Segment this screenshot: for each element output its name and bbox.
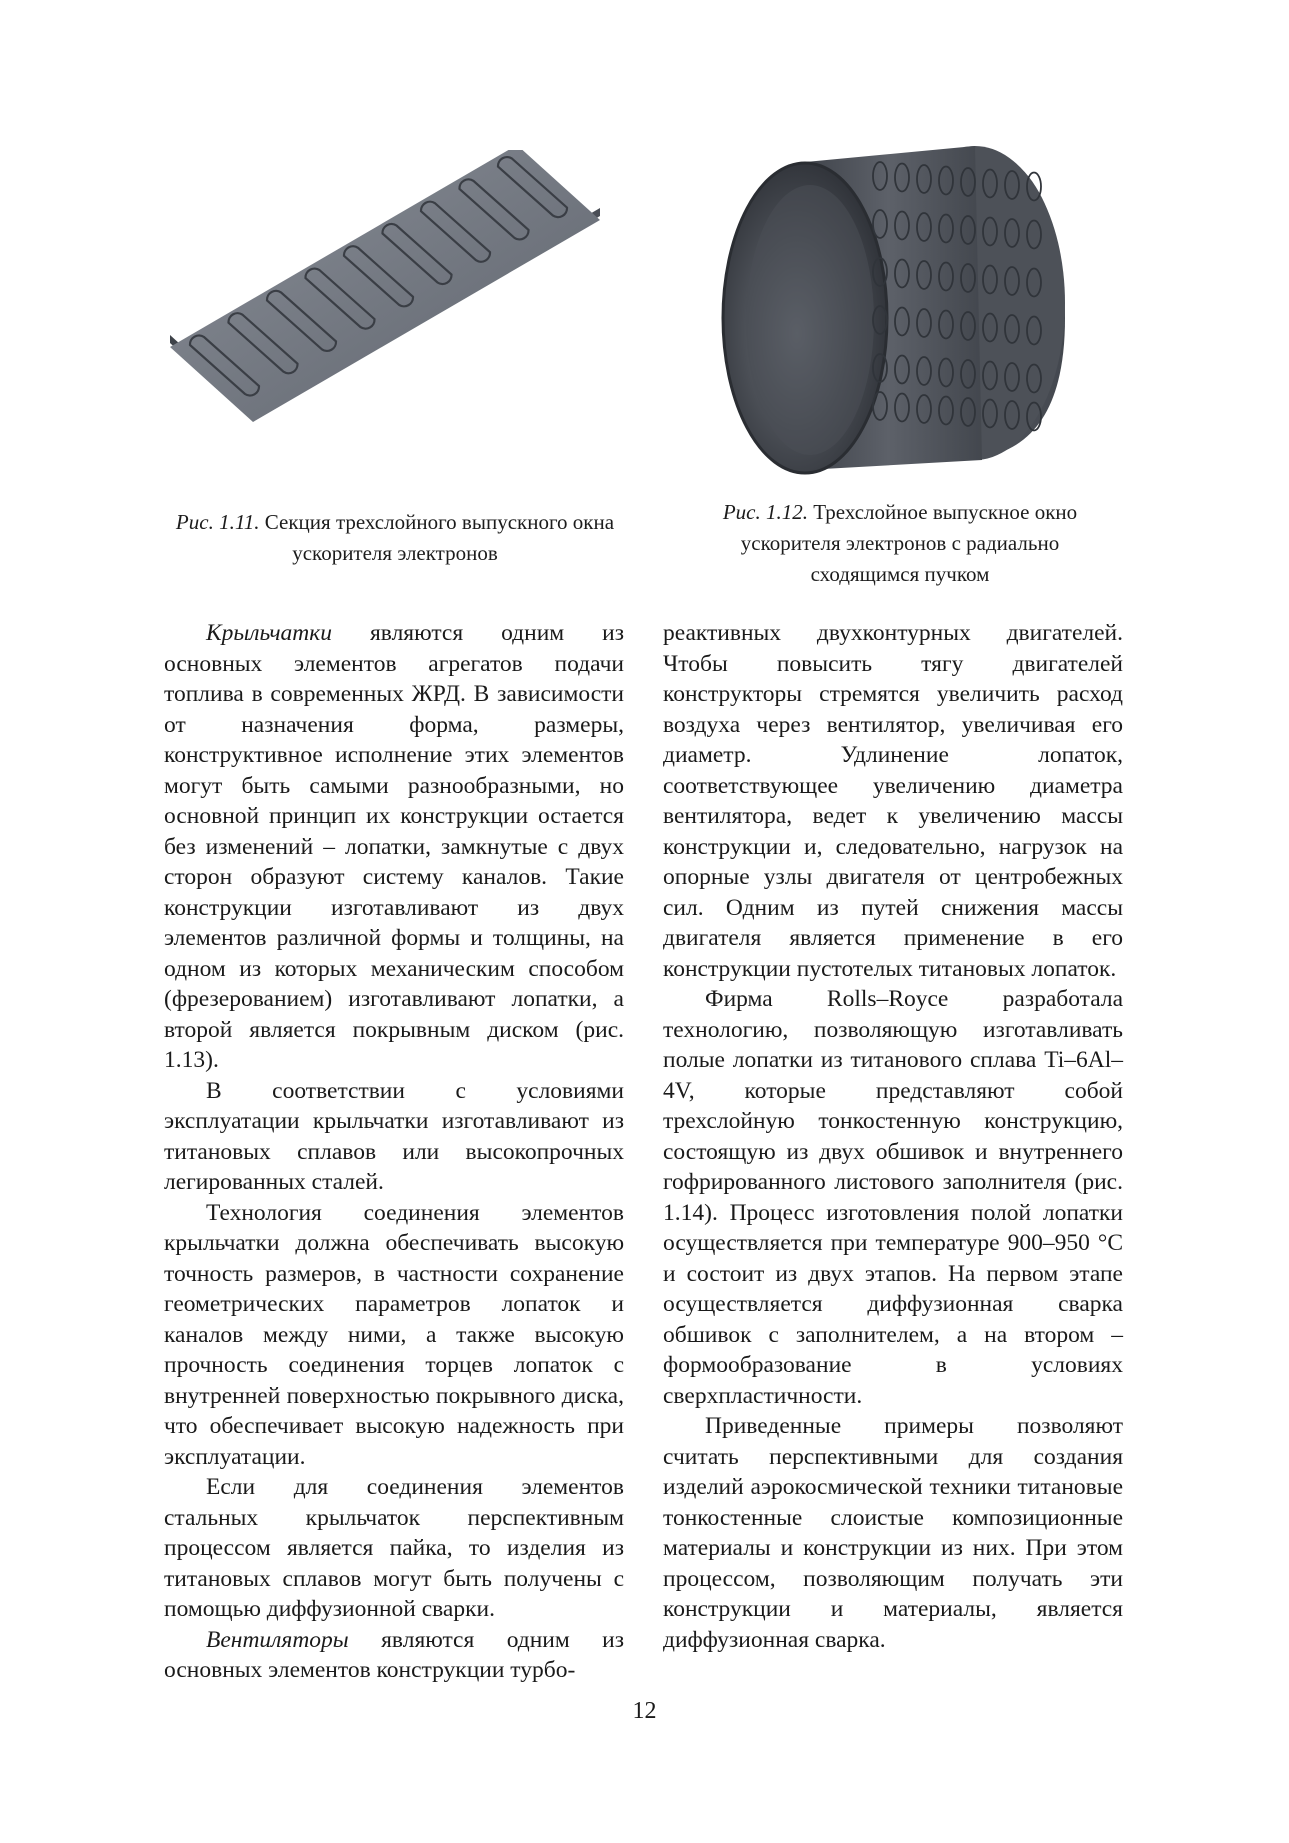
figure-1-12-caption xyxy=(690,497,1110,590)
paragraph-rolls-royce xyxy=(663,984,1123,1411)
paragraph-impeller-technology xyxy=(164,1198,624,1473)
paragraph-impellers xyxy=(164,618,624,1076)
paragraph-impeller-materials xyxy=(164,1076,624,1198)
page-number: 12 xyxy=(632,1698,657,1724)
paragraph-text: Фирма Rolls–Royce разработала технологию, позволяющую изготавливать полые лопатки из титанового сплава Ti–6Al–4V, которые представляют собой трехслойную тонкостенную конструкцию, состоящую из двух обшивок и внутреннего гофрированного листового заполнителя (рис. 1.14). Процесс изготовления полой лопатки осуществляется при температуре 900–950 °С и состоит из двух этапов. На первом этапе осуществляется диффузионная сварка обшивок с заполнителем, а на втором – формообразование в условиях сверхпластичности. xyxy=(663,986,1123,1409)
right-column xyxy=(663,618,1123,1655)
paragraph-text: В соответствии с условиями эксплуатации крыльчатки изготавливают из титановых сплавов или высокопрочных легированных сталей. xyxy=(164,1077,624,1195)
figure-1-12-text: Трехслойное выпускное окно ускорителя электронов с радиально сходящимся пучком xyxy=(740,500,1078,586)
paragraph-text: Приведенные примеры позволяют считать перспективными для создания изделий аэрокосмической техники титановые тонкостенные слоистые композиционные материалы и конструкции из них. При этом процессом, позволяющим получать эти конструкции и материалы, является диффузионная сварка. xyxy=(663,1413,1123,1653)
figure-1-11-image xyxy=(160,150,630,425)
figure-1-12-label: Рис. 1.12. xyxy=(722,500,809,524)
figure-1-11-caption xyxy=(160,507,630,569)
paragraph-text: Технология соединения элементов крыльчатки должна обеспечивать высокую точность размеров, в частности сохранение геометрических параметров лопаток и каналов между ними, а также высокую прочность соединения торцев лопаток с внутренней поверхностью покрывного диска, что обеспечивает высокую надежность при эксплуатации. xyxy=(164,1199,624,1470)
paragraph-conclusion xyxy=(663,1411,1123,1655)
paragraph-impeller-joining xyxy=(164,1472,624,1625)
paragraph-fans-continued xyxy=(663,618,1123,984)
paragraph-text: являются одним из основных элементов конструкции турбо- xyxy=(164,1626,624,1683)
paragraph-fans xyxy=(164,1625,624,1686)
term-impellers: Крыльчатки xyxy=(206,620,332,646)
term-fans: Вентиляторы xyxy=(206,1626,349,1653)
paragraph-text: реактивных двухконтурных двигателей. Чтобы повысить тягу двигателей конструкторы стремятся увеличить расход воздуха через вентилятор, увеличивая его диаметр. Удлинение лопаток, соответствующее увеличению диаметра вентилятора, ведет к увеличению массы конструкции и, следовательно, нагрузок на опорные узлы двигателя от центробежных сил. Одним из путей снижения массы двигателя является применение в его конструкции пустотелых титановых лопаток. xyxy=(663,620,1123,982)
figure-1-11-text: Секция трехслойного выпускного окна ускорителя электронов xyxy=(264,510,615,565)
figure-1-12-image xyxy=(720,128,1090,478)
paragraph-text: Если для соединения элементов стальных крыльчаток перспективным процессом является пайка, то изделия из титановых сплавов могут быть получены с помощью диффузионной сварки. xyxy=(164,1474,624,1622)
figure-1-11-label: Рис. 1.11. xyxy=(175,510,260,534)
paragraph-text: являются одним из основных элементов агрегатов подачи топлива в современных ЖРД. В зависимости от назначения форма, размеры, конструктивное исполнение этих элементов могут быть самыми разнообразными, но основной принцип их конструкции остается без изменений – лопатки, замкнутые с двух сторон образуют систему каналов. Такие конструкции изготавливают из двух элементов различной формы и толщины, на одном из которых механическим способом (фрезерованием) изготавливают лопатки, а второй является покрывным диском (рис. 1.13). xyxy=(164,620,624,1073)
left-column xyxy=(164,618,624,1686)
